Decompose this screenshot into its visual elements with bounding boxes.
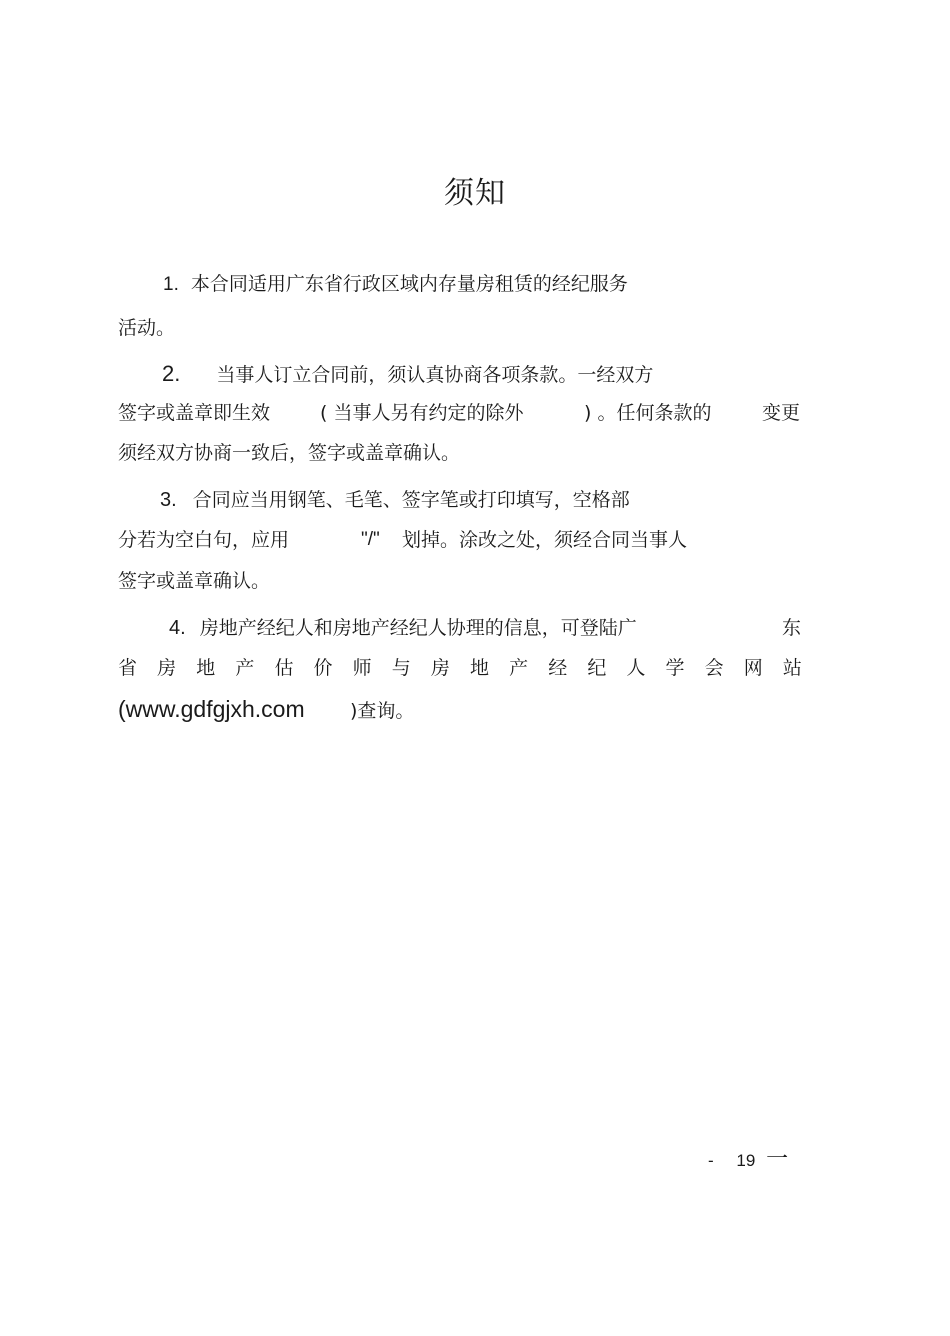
item-3-line-2a: 分若为空白句，应用	[118, 529, 290, 551]
item-3-line-3: 签字或盖章确认。	[118, 570, 271, 592]
item-2-line-1: 2. 当事人订立合同前，须认真协商各项条款。一经双方	[162, 361, 654, 386]
item-1-line-2: 活动。	[118, 317, 176, 339]
page-title: 须知	[444, 176, 506, 211]
item-2-line-2c: ) 。任何条款的	[584, 402, 712, 424]
item-1-line-1: 1. 本合同适用广东省行政区域内存量房租赁的经纪服务	[163, 273, 628, 295]
page-number: 19	[736, 1151, 756, 1170]
item-3-line-2b: "/"	[361, 529, 380, 550]
item-3-line-2c: 划掉。涂改之处，须经合同当事人	[402, 529, 688, 551]
page-footer	[708, 1142, 788, 1173]
item-2-number: 2.	[162, 361, 181, 386]
item-3-line-1: 3. 合同应当用钢笔、毛笔、签字笔或打印填写，空格部	[160, 489, 630, 511]
website-url: (www.gdfgjxh.com	[118, 696, 305, 722]
item-4-line-1b: 东	[782, 617, 802, 639]
item-2-line-2a: 签字或盖章即生效	[118, 402, 271, 424]
item-2-line-2b: ( 当事人另有约定的除外	[320, 402, 524, 424]
item-3-number: 3.	[160, 489, 177, 511]
item-2-line-3: 须经双方协商一致后，签字或盖章确认。	[118, 442, 461, 464]
item-4-number: 4.	[169, 617, 186, 639]
item-4-line-3b: )查询。	[350, 700, 415, 722]
footer-dash: -	[708, 1151, 714, 1170]
item-2-line-2d: 变更	[762, 402, 801, 424]
item-4-line-1: 4. 房地产经纪人和房地产经纪人协理的信息，可登陆广	[169, 617, 637, 639]
item-4-spread-line: 省 房 地 产 估 价 师 与 房 地 产 经 纪 人 学 会 网 站	[118, 657, 802, 679]
item-1-number: 1.	[163, 274, 179, 295]
footer-mark: 一	[766, 1146, 789, 1171]
